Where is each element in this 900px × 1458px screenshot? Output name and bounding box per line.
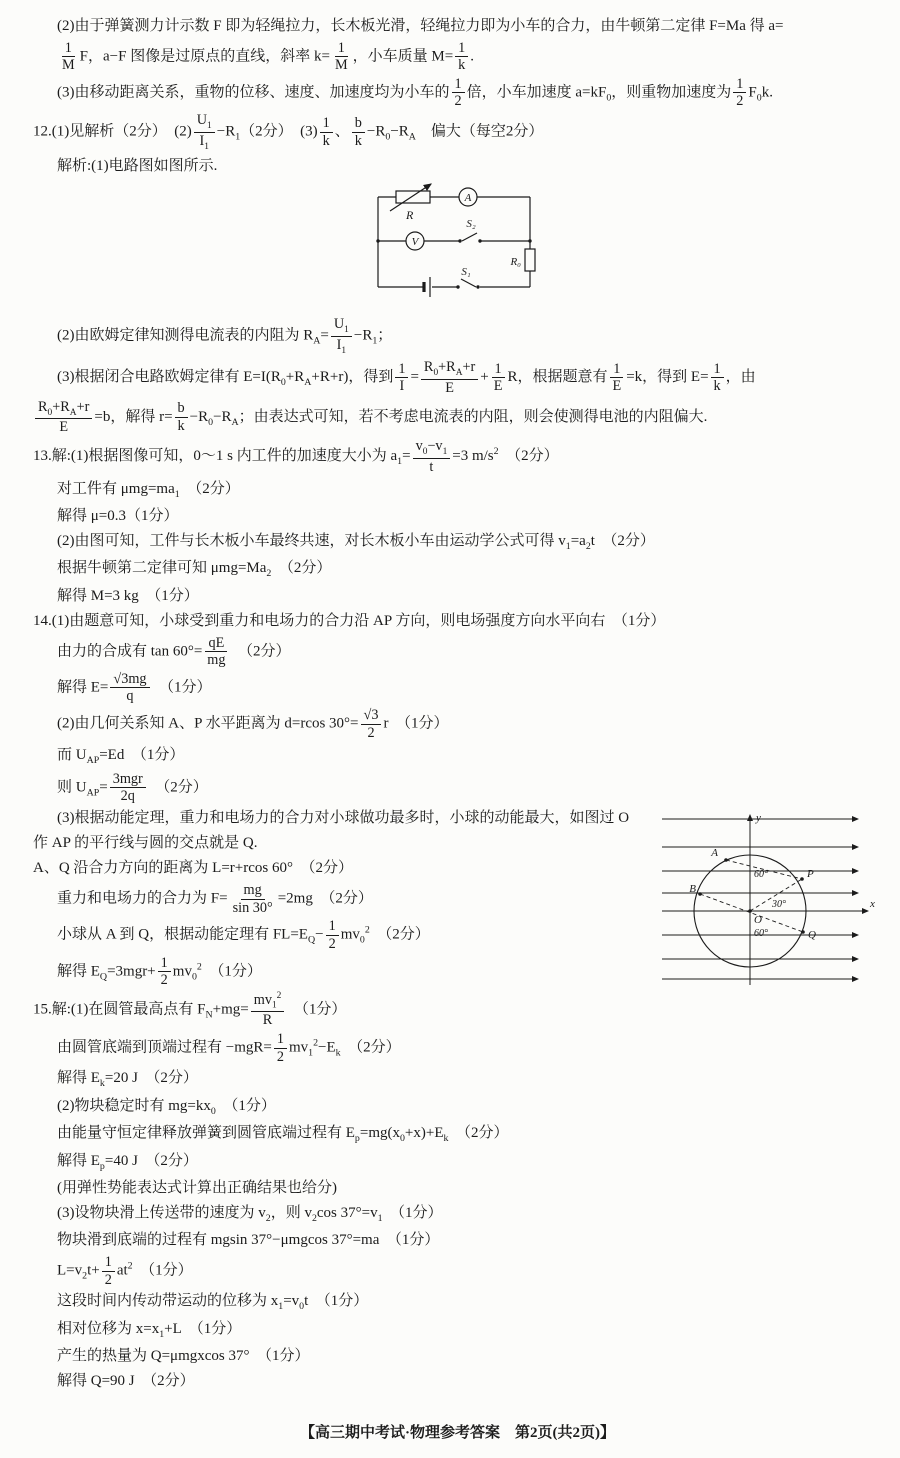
text-line: (2)物块稳定时有 $mg=kx_0$ （1分） <box>57 1097 276 1117</box>
resistor-r0-symbol <box>525 249 535 271</box>
text-line: 解得 M=3 kg （1分） <box>57 587 199 604</box>
footer-text: 【高三期中考试·物理参考答案 第2页(共2页)】 <box>300 1425 615 1442</box>
text-line: 物块滑到底端的过程有 mgsin 37°−μmgcos 37°=ma （1分） <box>57 1232 440 1249</box>
field-svg <box>660 807 880 989</box>
text-line: (用弹性势能表达式计算出正确结果也给分) <box>57 1179 337 1196</box>
switch-s2-label: S₂ <box>466 218 476 231</box>
text-line: 相对位移为 $x=x_1+L$ （1分） <box>57 1320 242 1340</box>
text-line: 小球从 A 到 Q，根据动能定理有 $FL=E_Q-$ $\frac{1}{2}$ $mv_0^2$ （2分） <box>57 918 430 952</box>
angle-30: 30° <box>772 899 786 911</box>
text-line: 解得 $E_p=40$ J （2分） <box>57 1152 198 1172</box>
text-line: 重力和电场力的合力为 F= $\frac{mg}{\sin 30^\circ}$ =2mg （2分） <box>57 882 373 916</box>
lines-section-3-wrap <box>33 807 882 1393</box>
circuit-svg <box>368 181 558 301</box>
text-line: 而 $U_{AP}=Ed$ （1分） <box>57 746 185 766</box>
text-line: 根据牛顿第二定律可知 $\mu mg=Ma_2$ （2分） <box>57 560 332 580</box>
point-p-label: P <box>807 868 814 881</box>
text-line: $\frac{R_0+R_A+r}{E}$ =b，解得 r= $\frac{b}{k}$ $-R_0-R_A$；由表达式可知，若不考虑电流表的内阻，则会使测得电池的内阻偏大. <box>33 399 882 436</box>
text-line: $L=v_2t+$ $\frac{1}{2}$ $at^2$ （1分） <box>57 1254 193 1288</box>
text-line: 解得 μ=0.3（1分） <box>57 508 179 525</box>
switch-s2-lever <box>462 233 477 241</box>
point-a-label: A <box>711 847 718 860</box>
points <box>698 858 805 934</box>
point-b-label: B <box>689 883 696 896</box>
text-line: 对工件有 $\mu mg=ma_1$ （2分） <box>57 480 240 500</box>
lines-section-2 <box>33 316 882 804</box>
angle-60-top: 60° <box>754 869 768 881</box>
text-line: 由能量守恒定律释放弹簧到圆管底端过程有 $E_p=mg(x_0+x)+E_k$ （2分） <box>57 1125 509 1145</box>
field-diagram <box>660 807 880 994</box>
text-line: 解得 E= $\frac{√3mg}{q}$ （1分） <box>57 671 212 705</box>
text-line: (2)由几何关系知 A、P 水平距离为 d=rcos 30°= $\frac{√3}{2}$ r （1分） <box>57 707 449 741</box>
text-line: $\frac{1}{M}$ F，a−F 图像是过原点的直线，斜率 k= $\frac{1}{M}$ ，小车质量 M= $\frac{1}{k}$ . <box>62 39 475 73</box>
text-line: 12.(1)见解析（2分） (2) $\frac{U_1}{I_1}$ $-R_1(2$分） (3) $\frac{1}{k}$ 、 $\frac{b}{k}$ $-R_0-R_A$ 偏大（每空2分） <box>33 112 544 152</box>
text-line: 产生的热量为 Q=μmgxcos 37° （1分） <box>57 1348 310 1365</box>
switch-s1-lever <box>461 279 476 287</box>
angle-60-bottom: 60° <box>754 928 768 940</box>
text-line: 14.(1)由题意可知，小球受到重力和电场力的合力沿 AP 方向，则电场强度方向水平向右 （1分） <box>33 612 666 629</box>
text-line: 解析:(1)电路图如图所示. <box>57 157 218 174</box>
text-line: A、Q 沿合力方向的距离为 L=r+rcos 60° （2分） <box>33 860 353 877</box>
line-BOQ <box>700 894 803 932</box>
text-line: (3)根据闭合电路欧姆定律有 $E=I(R_0+R_A+R+r)$，得到 $\frac{1}{I}$ = $\frac{R_0+R_A+r}{E}$ + $\frac{1}{E}$ R，根据题意有 $\frac{1}{E}$ =k，得到 E= $\frac{1}{k}$ ，由 <box>57 359 756 396</box>
text-line: 13.解:(1)根据图像可知，0～1 s 内工件的加速度大小为 $a_1=$ $\frac{v_0-v_1}{t}$ =3 $m/s^2$ （2分） <box>33 438 559 475</box>
rheostat-symbol <box>396 191 430 203</box>
text-line: 作 AP 的平行线与圆的交点就是 Q. <box>33 835 258 852</box>
switch-s1-label: S₁ <box>461 266 471 279</box>
ammeter-label: A <box>464 192 472 205</box>
x-axis-label: x <box>870 898 875 911</box>
resistor-r0-label: R₀ <box>510 256 521 269</box>
text-line: 解得 $E_k=20$ J （2分） <box>57 1070 198 1090</box>
text-line: 则 $U_{AP}=$ $\frac{\text{3mgr}}{2q}$ （2分） <box>57 770 208 805</box>
text-line: (3)由移动距离关系，重物的位移、速度、加速度均为小车的 $\frac{1}{2}$ 倍，小车加速度 $a=kF_0$，则重物加速度为 $\frac{1}{2}$ $F_0k$. <box>57 75 773 110</box>
point-q-label: Q <box>808 929 816 942</box>
text-line: 这段时间内传动带运动的位移为 $x_1=v_0t$ （1分） <box>57 1293 369 1313</box>
text-line: (3)设物块滑上传送带的速度为 $v_2$，则 $v_2\cos$ $37^\circ=v_1$ （1分） <box>57 1204 443 1224</box>
field-lines <box>662 819 858 979</box>
text-line: (2)由欧姆定律知测得电流表的内阻为 $R_A=$ $\frac{U_1}{I_1}$ $-R_1$； <box>57 316 393 356</box>
point-o-label: O <box>754 914 762 927</box>
rheostat-label: R <box>406 208 414 223</box>
circuit-diagram <box>368 181 558 306</box>
circuit-wires <box>378 184 535 297</box>
text-line: (3)根据动能定理，重力和电场力的合力对小球做功最多时，小球的动能最大，如图过 O <box>57 810 630 827</box>
page-footer <box>33 1395 882 1452</box>
text-line: (2)由图可知，工件与长木板小车最终共速，对长木板小车由运动学公式可得 $v_1=a_2t$ （2分） <box>57 533 655 553</box>
text-line: (2)由于弹簧测力计示数 F 即为轻绳拉力，长木板光滑，轻绳拉力即为小车的合力，由牛顿第二定律 F=Ma 得 a= <box>57 17 784 34</box>
text-line: 解得 Q=90 J （2分） <box>57 1373 195 1390</box>
text-line: 由圆管底端到顶端过程有 −mgR= $\frac{1}{2}$ $mv_1^2-E_k$ （2分） <box>57 1031 401 1065</box>
voltmeter-label: V <box>411 236 419 249</box>
text-line: 由力的合成有 tan 60°= $\frac{qE}{mg}$ （2分） <box>57 634 291 669</box>
lines-section-1 <box>33 15 882 178</box>
text-line: 解得 $E_Q=3mgr+$ $\frac{1}{2}$ $mv_0^2$ （1分） <box>57 954 262 989</box>
text-line: 15.解:(1)在圆管最高点有 $F_N+mg=$ $\frac{mv_1^2}{R}$ （1分） <box>33 990 347 1029</box>
y-axis-label: y <box>756 812 761 825</box>
circuit-junctions <box>376 240 531 289</box>
